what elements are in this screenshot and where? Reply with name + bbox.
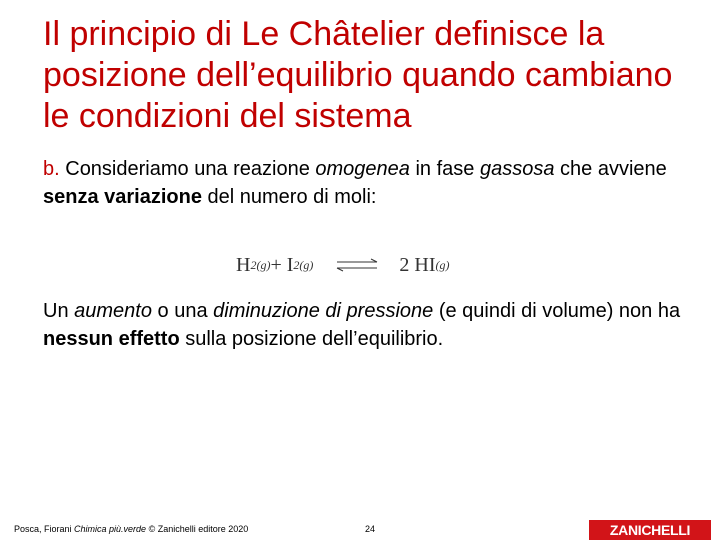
subscript: 2(g) — [250, 257, 271, 272]
text: (e quindi di volume) non ha — [433, 300, 681, 322]
equilibrium-arrows-icon — [335, 258, 379, 272]
text: in fase — [409, 158, 480, 180]
zanichelli-logo: ZANICHELLI — [589, 520, 711, 540]
slide-title: Il principio di Le Châtelier definisce la posizione dell’equilibrio quando cambiano le condizioni del sistema — [43, 15, 673, 135]
text: o una — [151, 300, 214, 322]
subscript: 2(g) — [293, 257, 314, 272]
product-hi: 2 HI — [399, 253, 436, 276]
footer-book-title: Chimica più.verde — [74, 524, 147, 534]
text: Consideriamo una reazione — [59, 158, 316, 180]
footer-authors: Posca, Fiorani — [14, 524, 75, 534]
page-number: 24 — [365, 524, 376, 534]
list-marker: b. — [43, 158, 60, 180]
text: del numero di moli: — [201, 186, 377, 208]
emphasis-omogenea: omogenea — [315, 158, 410, 180]
reactant-i: + I — [270, 253, 294, 276]
footer-credits — [14, 524, 248, 534]
text: sulla posizione dell’equilibrio. — [179, 328, 444, 350]
text: Un — [43, 300, 75, 322]
chemical-equation — [236, 250, 450, 280]
footer-publisher: © Zanichelli editore 2020 — [146, 524, 249, 534]
paragraph-pressure-effect — [43, 297, 693, 353]
reactant-h: H — [236, 253, 251, 276]
emphasis-aumento: aumento — [74, 300, 152, 322]
emphasis-gassosa: gassosa — [479, 158, 555, 180]
strong-nessun-effetto: nessun effetto — [43, 328, 180, 350]
strong-senza-variazione: senza variazione — [43, 186, 202, 208]
text: che avviene — [554, 158, 667, 180]
subscript: (g) — [435, 257, 450, 272]
emphasis-diminuzione: diminuzione di pressione — [213, 300, 434, 322]
paragraph-reaction-description — [43, 155, 693, 211]
